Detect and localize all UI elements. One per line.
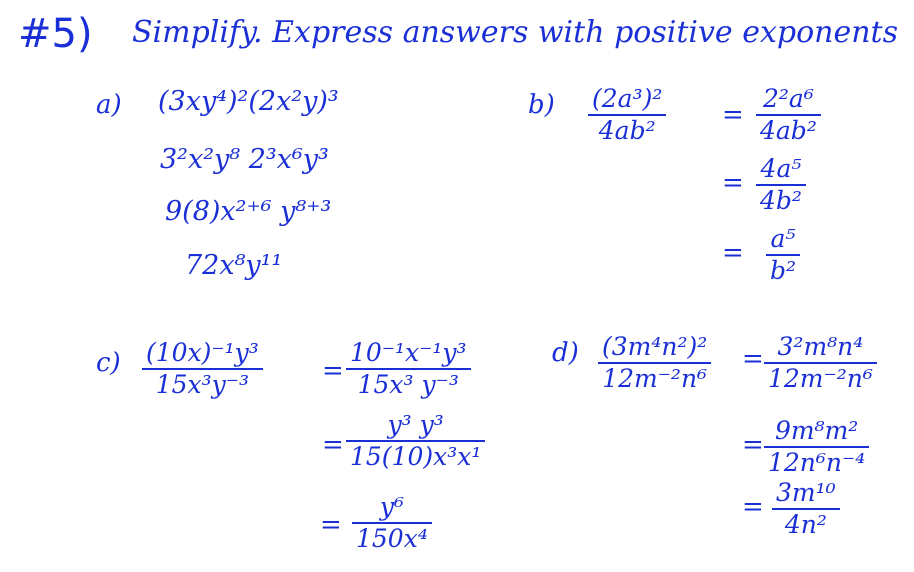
numerator: y³ y³ xyxy=(387,410,444,439)
equals-sign: = xyxy=(742,492,764,522)
denominator: 15x³ y⁻³ xyxy=(357,370,459,400)
numerator: 9m⁸m² xyxy=(774,416,859,445)
d-step-1 xyxy=(764,418,869,477)
c-step-1 xyxy=(346,412,485,471)
denominator: 150x⁴ xyxy=(356,524,428,554)
a-step-3: 72x⁸y¹¹ xyxy=(185,250,283,281)
denominator: 4ab² xyxy=(760,116,817,146)
equals-sign: = xyxy=(742,430,764,460)
numerator: y⁶ xyxy=(379,492,404,521)
numerator: (10x)⁻¹y³ xyxy=(146,338,259,367)
numerator: 3²m⁸n⁴ xyxy=(777,332,864,361)
c-step-2 xyxy=(352,494,432,553)
equals-sign: = xyxy=(722,100,744,130)
a-step-0: (3xy⁴)²(2x²y)³ xyxy=(158,86,339,117)
a-step-1: 3²x²y⁸ 2³x⁶y³ xyxy=(160,144,329,175)
denominator: 4ab² xyxy=(598,116,656,146)
label-a: a) xyxy=(96,90,122,120)
numerator: 2²a⁶ xyxy=(762,84,814,113)
numerator: 4a⁵ xyxy=(760,154,802,183)
instruction-text: Simplify. Express answers with positive exponents xyxy=(132,15,898,50)
equals-sign: = xyxy=(742,344,764,374)
numerator: (3m⁴n²)² xyxy=(602,332,708,361)
equals-sign: = xyxy=(322,430,344,460)
b-step-0 xyxy=(756,86,821,145)
equals-sign: = xyxy=(722,168,744,198)
denominator: 4n² xyxy=(784,510,827,540)
c-step-0 xyxy=(346,340,471,399)
denominator: b² xyxy=(770,256,797,286)
numerator: (2a³)² xyxy=(592,84,663,113)
numerator: 10⁻¹x⁻¹y³ xyxy=(350,338,467,367)
denominator: 15(10)x³x¹ xyxy=(350,442,482,472)
d-step-0 xyxy=(764,334,877,393)
d-step-2 xyxy=(772,480,840,539)
equals-sign: = xyxy=(322,356,344,386)
numerator: 3m¹⁰ xyxy=(776,478,836,507)
label-b: b) xyxy=(528,90,555,120)
denominator: 12m⁻²n⁶ xyxy=(602,364,708,394)
denominator: 12n⁶n⁻⁴ xyxy=(768,448,866,478)
d-given-fraction xyxy=(598,334,711,393)
b-step-1 xyxy=(756,156,806,215)
equals-sign: = xyxy=(722,238,744,268)
label-c: c) xyxy=(96,348,121,378)
a-step-2: 9(8)x²⁺⁶ y⁸⁺³ xyxy=(165,196,332,227)
denominator: 15x³y⁻³ xyxy=(155,370,250,400)
equals-sign: = xyxy=(320,510,342,540)
denominator: 4b² xyxy=(760,186,802,216)
c-given-fraction xyxy=(142,340,263,399)
b-step-2 xyxy=(766,226,800,285)
b-given-fraction xyxy=(588,86,666,145)
label-d: d) xyxy=(552,338,579,368)
numerator: a⁵ xyxy=(770,224,796,253)
problem-number: #5) xyxy=(18,11,93,57)
denominator: 12m⁻²n⁶ xyxy=(768,364,873,394)
